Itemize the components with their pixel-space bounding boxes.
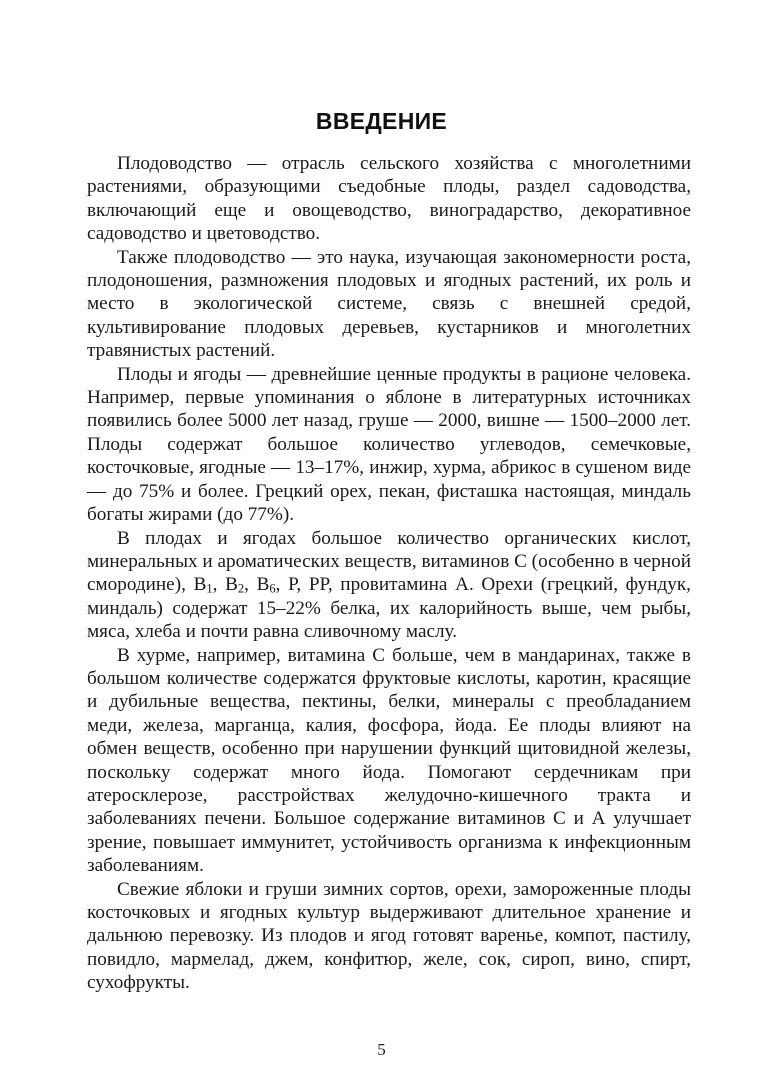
paragraph-2: Также плодоводство — это наука, изучающая закономерности роста, плодоношения, размножения плодовых и ягодных растений, их роль и место в экологической системе, связь с внешней средой, культивирование плодовых деревьев, кустарников и многолетних травянистых растений. xyxy=(87,246,691,362)
paragraph-3: Плоды и ягоды — древнейшие ценные продукты в рационе человека. Например, первые упоминания о яблоне в литературных источниках появились более 5000 лет назад, груше — 2000, вишне — 1500–2000 лет. Плоды содержат большое количество углеводов, семечковые, косточковые, ягодные — 13–17%, инжир, хурма, абрикос в сушеном виде — до 75% и более. Грецкий орех, пекан, фисташка настоящая, миндаль богаты жирами (до 77%). xyxy=(87,363,691,526)
page-title: ВВЕДЕНИЕ xyxy=(315,108,448,134)
paragraph-1: Плодоводство — отрасль сельского хозяйства с многолетними растениями, образующими съедобные плоды, раздел садоводства, включающий еще и овощеводство, виноградарство, декоративное садоводство и цветоводство. xyxy=(87,153,691,245)
paragraph-4-part3: , В xyxy=(244,574,270,596)
vitamin-b1-subscript: 1 xyxy=(206,581,213,596)
vitamin-b6-subscript: 6 xyxy=(269,581,276,596)
paragraph-4 xyxy=(87,527,691,644)
vitamin-b2-subscript: 2 xyxy=(237,581,245,596)
paragraph-4-part1: В плодах и ягодах большое количество органических кислот, минеральных и ароматических веществ, витаминов С (особенно в черной смородине), В xyxy=(87,527,691,596)
paragraph-4-part4: , Р, РР, провитамина А. Орехи (грецкий, фундук, миндаль) содержат 15–22% белка, их калорийность выше, чем рыбы, мяса, хлеба и почти равна сливочному маслу. xyxy=(87,574,691,643)
paragraph-4-part2: , В xyxy=(212,574,238,596)
paragraph-6: Свежие яблоки и груши зимних сортов, орехи, замороженные плоды косточковых и ягодных культур выдерживают длительное хранение и дальнюю перевозку. Из плодов и ягод готовят варенье, компот, пастилу, повидло, мармелад, джем, конфитюр, желе, сок, сироп, вино, спирт, сухофрукты. xyxy=(87,878,691,994)
page-number: 5 xyxy=(377,1040,386,1059)
document-body xyxy=(87,152,691,995)
paragraph-5: В хурме, например, витамина С больше, чем в мандаринах, также в большом количестве содержатся фруктовые кислоты, каротин, красящие и дубильные вещества, пектины, белки, минералы с преобладанием меди, железа, марганца, калия, фосфора, йода. Ее плоды влияют на обмен веществ, особенно при нарушении функций щитовидной железы, поскольку содержат много йода. Помогают сердечникам при атеросклерозе, расстройствах желудочно-кишечного тракта и заболеваниях печени. Большое содержание витаминов С и А улучшает зрение, повышает иммунитет, устойчивость организма к инфекционным заболеваниям. xyxy=(87,644,691,877)
